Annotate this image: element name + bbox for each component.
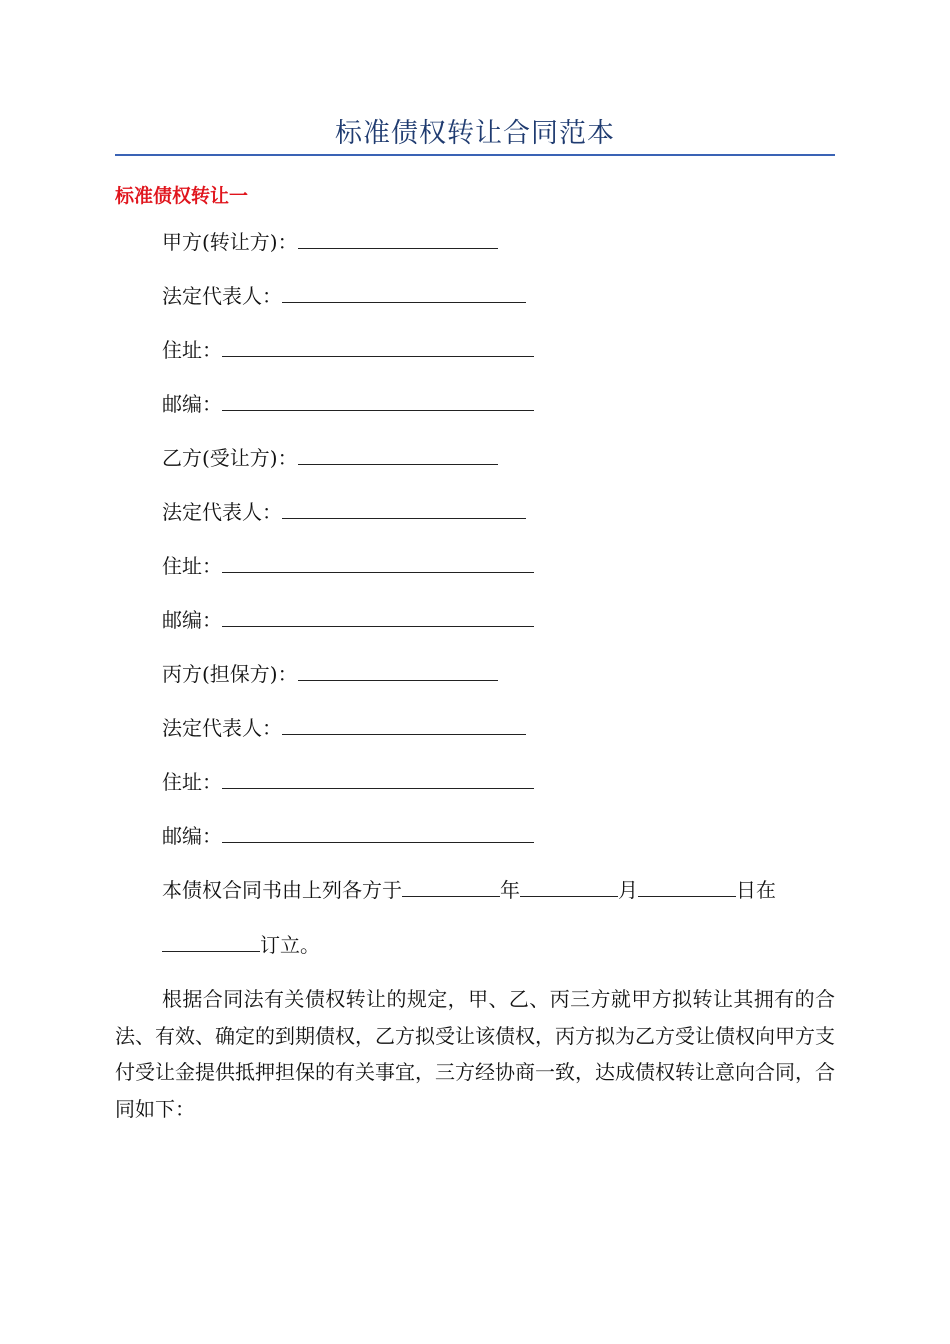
- fill-blank: [298, 658, 498, 681]
- place-suffix: 订立。: [260, 933, 320, 957]
- fill-blank: [222, 820, 534, 843]
- fill-blank: [282, 496, 526, 519]
- field-label: 乙方(受让方)：: [162, 446, 298, 470]
- year-label: 年: [500, 878, 520, 902]
- fill-blank: [298, 226, 498, 249]
- fill-blank: [298, 442, 498, 465]
- document-title: 标准债权转让合同范本: [335, 118, 615, 149]
- month-blank: [520, 874, 618, 897]
- party-b-representative-field: [162, 496, 526, 527]
- day-label: 日在: [736, 878, 776, 902]
- fill-blank: [222, 604, 534, 627]
- date-prefix: 本债权合同书由上列各方于: [162, 878, 402, 902]
- party-b-postcode-field: [162, 604, 534, 635]
- party-c-address-field: [162, 766, 534, 797]
- year-blank: [402, 874, 500, 897]
- field-label: 邮编：: [162, 824, 222, 848]
- field-label: 甲方(转让方)：: [162, 230, 298, 254]
- field-label: 法定代表人：: [162, 500, 282, 524]
- field-label: 住址：: [162, 770, 222, 794]
- party-c-field: [162, 658, 498, 689]
- party-c-postcode-field: [162, 820, 534, 851]
- month-label: 月: [618, 878, 638, 902]
- fill-blank: [222, 550, 534, 573]
- day-blank: [638, 874, 736, 897]
- party-a-representative-field: [162, 280, 526, 311]
- field-label: 住址：: [162, 554, 222, 578]
- party-a-field: [162, 226, 498, 257]
- party-c-representative-field: [162, 712, 526, 743]
- field-label: 住址：: [162, 338, 222, 362]
- field-label: 法定代表人：: [162, 716, 282, 740]
- fill-blank: [222, 766, 534, 789]
- date-line: [162, 874, 776, 905]
- body-paragraph: 根据合同法有关债权转让的规定，甲、乙、丙三方就甲方拟转让其拥有的合法、有效、确定的到期债权，乙方拟受让该债权，丙方拟为乙方受让债权向甲方支付受让金提供抵押担保的有关事宜，三方经协商一致，达成债权转让意向合同，合同如下：: [115, 987, 835, 1121]
- fill-blank: [282, 712, 526, 735]
- party-a-address-field: [162, 334, 534, 365]
- fill-blank: [282, 280, 526, 303]
- field-label: 邮编：: [162, 392, 222, 416]
- field-label: 法定代表人：: [162, 284, 282, 308]
- place-line: [162, 929, 320, 960]
- field-label: 丙方(担保方)：: [162, 662, 298, 686]
- party-a-postcode-field: [162, 388, 534, 419]
- fill-blank: [222, 334, 534, 357]
- section-heading: 标准债权转让一: [115, 185, 249, 207]
- party-b-address-field: [162, 550, 534, 581]
- fill-blank: [222, 388, 534, 411]
- place-blank: [162, 929, 260, 952]
- title-rule: [115, 154, 835, 156]
- field-label: 邮编：: [162, 608, 222, 632]
- party-b-field: [162, 442, 498, 473]
